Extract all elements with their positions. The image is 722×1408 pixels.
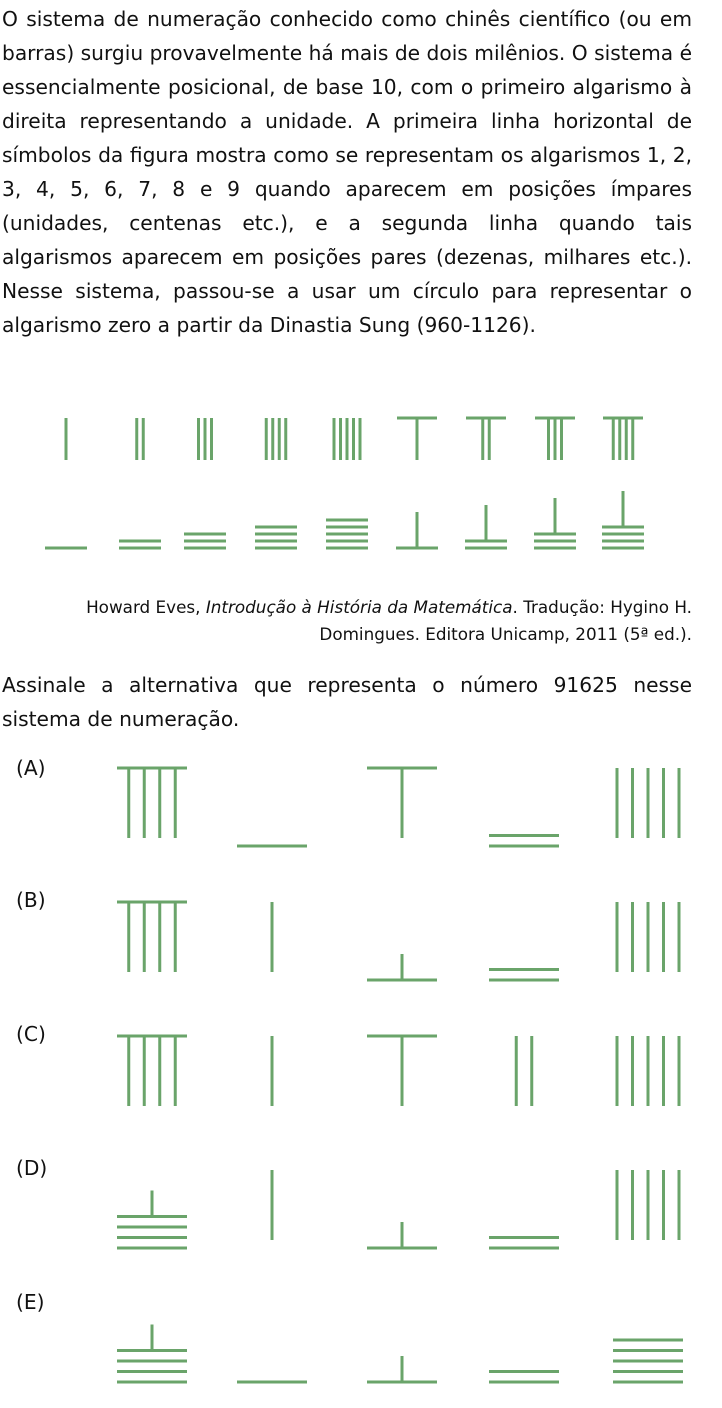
rod-digit-2-odd [137,418,144,460]
rod-digit-6-even [367,1222,437,1248]
rod-digit-7-odd [466,418,506,460]
rod-digit-4-odd [266,418,286,460]
rod-digit-5-even [326,520,368,548]
credit-book-title: Introdução à História da Matemática [205,597,513,617]
rod-digit-5-odd [617,1036,679,1106]
option-a-label[interactable]: (A) [16,756,46,780]
rod-digit-3-even [184,534,226,548]
rod-digit-2-odd [516,1036,532,1106]
option-e-rods [117,1325,683,1383]
intro-paragraph: O sistema de numeração conhecido como chinês científico (ou em barras) surgiu provavelmente há mais de dois milênios. O sistema é essencialmente posicional, de base 10, com o primeiro algarismo à direita representando a unidade. A primeira linha horizontal de símbolos da figura mostra como se representam os algarismos 1, 2, 3, 4, 5, 6, 7, 8 e 9 quando aparecem em posições ímpares (unidades, centenas etc.), e a segunda linha quando tais algarismos aparecem em posições pares (dezenas, milhares etc.). Nesse sistema, passou-se a usar um círculo para representar o algarismo zero a partir da Dinastia Sung (960-1126). [2,7,692,337]
option-b-rods [117,902,679,980]
rod-digit-2-even [489,836,559,847]
option-c-rods [117,1036,679,1106]
rod-digit-9-even [602,491,644,548]
question-text: Assinale a alternativa que representa o número 91625 nesse sistema de numeração. [2,673,692,731]
rod-digit-9-even [117,1325,187,1383]
rod-digit-2-even [489,1372,559,1383]
rod-digit-7-even [465,505,507,548]
rod-digit-2-even [489,970,559,981]
figure-credit [12,594,692,648]
option-b-label[interactable]: (B) [16,888,46,912]
rod-digit-6-odd [367,768,437,838]
rod-digit-8-odd [535,418,575,460]
rod-digit-6-even [367,954,437,980]
rod-digit-6-odd [367,1036,437,1106]
option-d-rods [117,1170,679,1248]
option-e-label[interactable]: (E) [16,1290,45,1314]
rod-digit-6-even [396,512,438,548]
rod-digit-3-odd [199,418,212,460]
reference-row-even-positions [45,491,644,548]
option-d-label[interactable]: (D) [16,1156,48,1180]
rod-digit-6-odd [397,418,437,460]
rod-digit-9-odd [117,768,187,838]
option-a-rods [117,768,679,846]
rod-digit-2-even [119,541,161,548]
rod-digit-9-odd [117,1036,187,1106]
rod-digit-9-odd [603,418,643,460]
rod-digit-9-even [117,1191,187,1249]
rod-digit-5-odd [617,768,679,838]
credit-author: Howard Eves, [86,597,206,617]
option-c-label[interactable]: (C) [16,1022,46,1046]
answer-options-rods [117,768,683,1382]
rod-digit-5-odd [617,902,679,972]
credit-details: . Tradução: Hygino H. Domingues. Editora Unicamp, 2011 (5ª ed.). [319,597,692,644]
reference-row-odd-positions [66,418,643,460]
rod-digit-2-even [489,1238,559,1249]
rod-digit-5-odd [334,418,360,460]
rod-digit-9-odd [117,902,187,972]
rod-digit-6-even [367,1356,437,1382]
rod-digit-8-even [534,498,576,548]
rod-digit-4-even [255,527,297,548]
rod-digit-5-even [613,1340,683,1382]
rod-digit-5-odd [617,1170,679,1240]
